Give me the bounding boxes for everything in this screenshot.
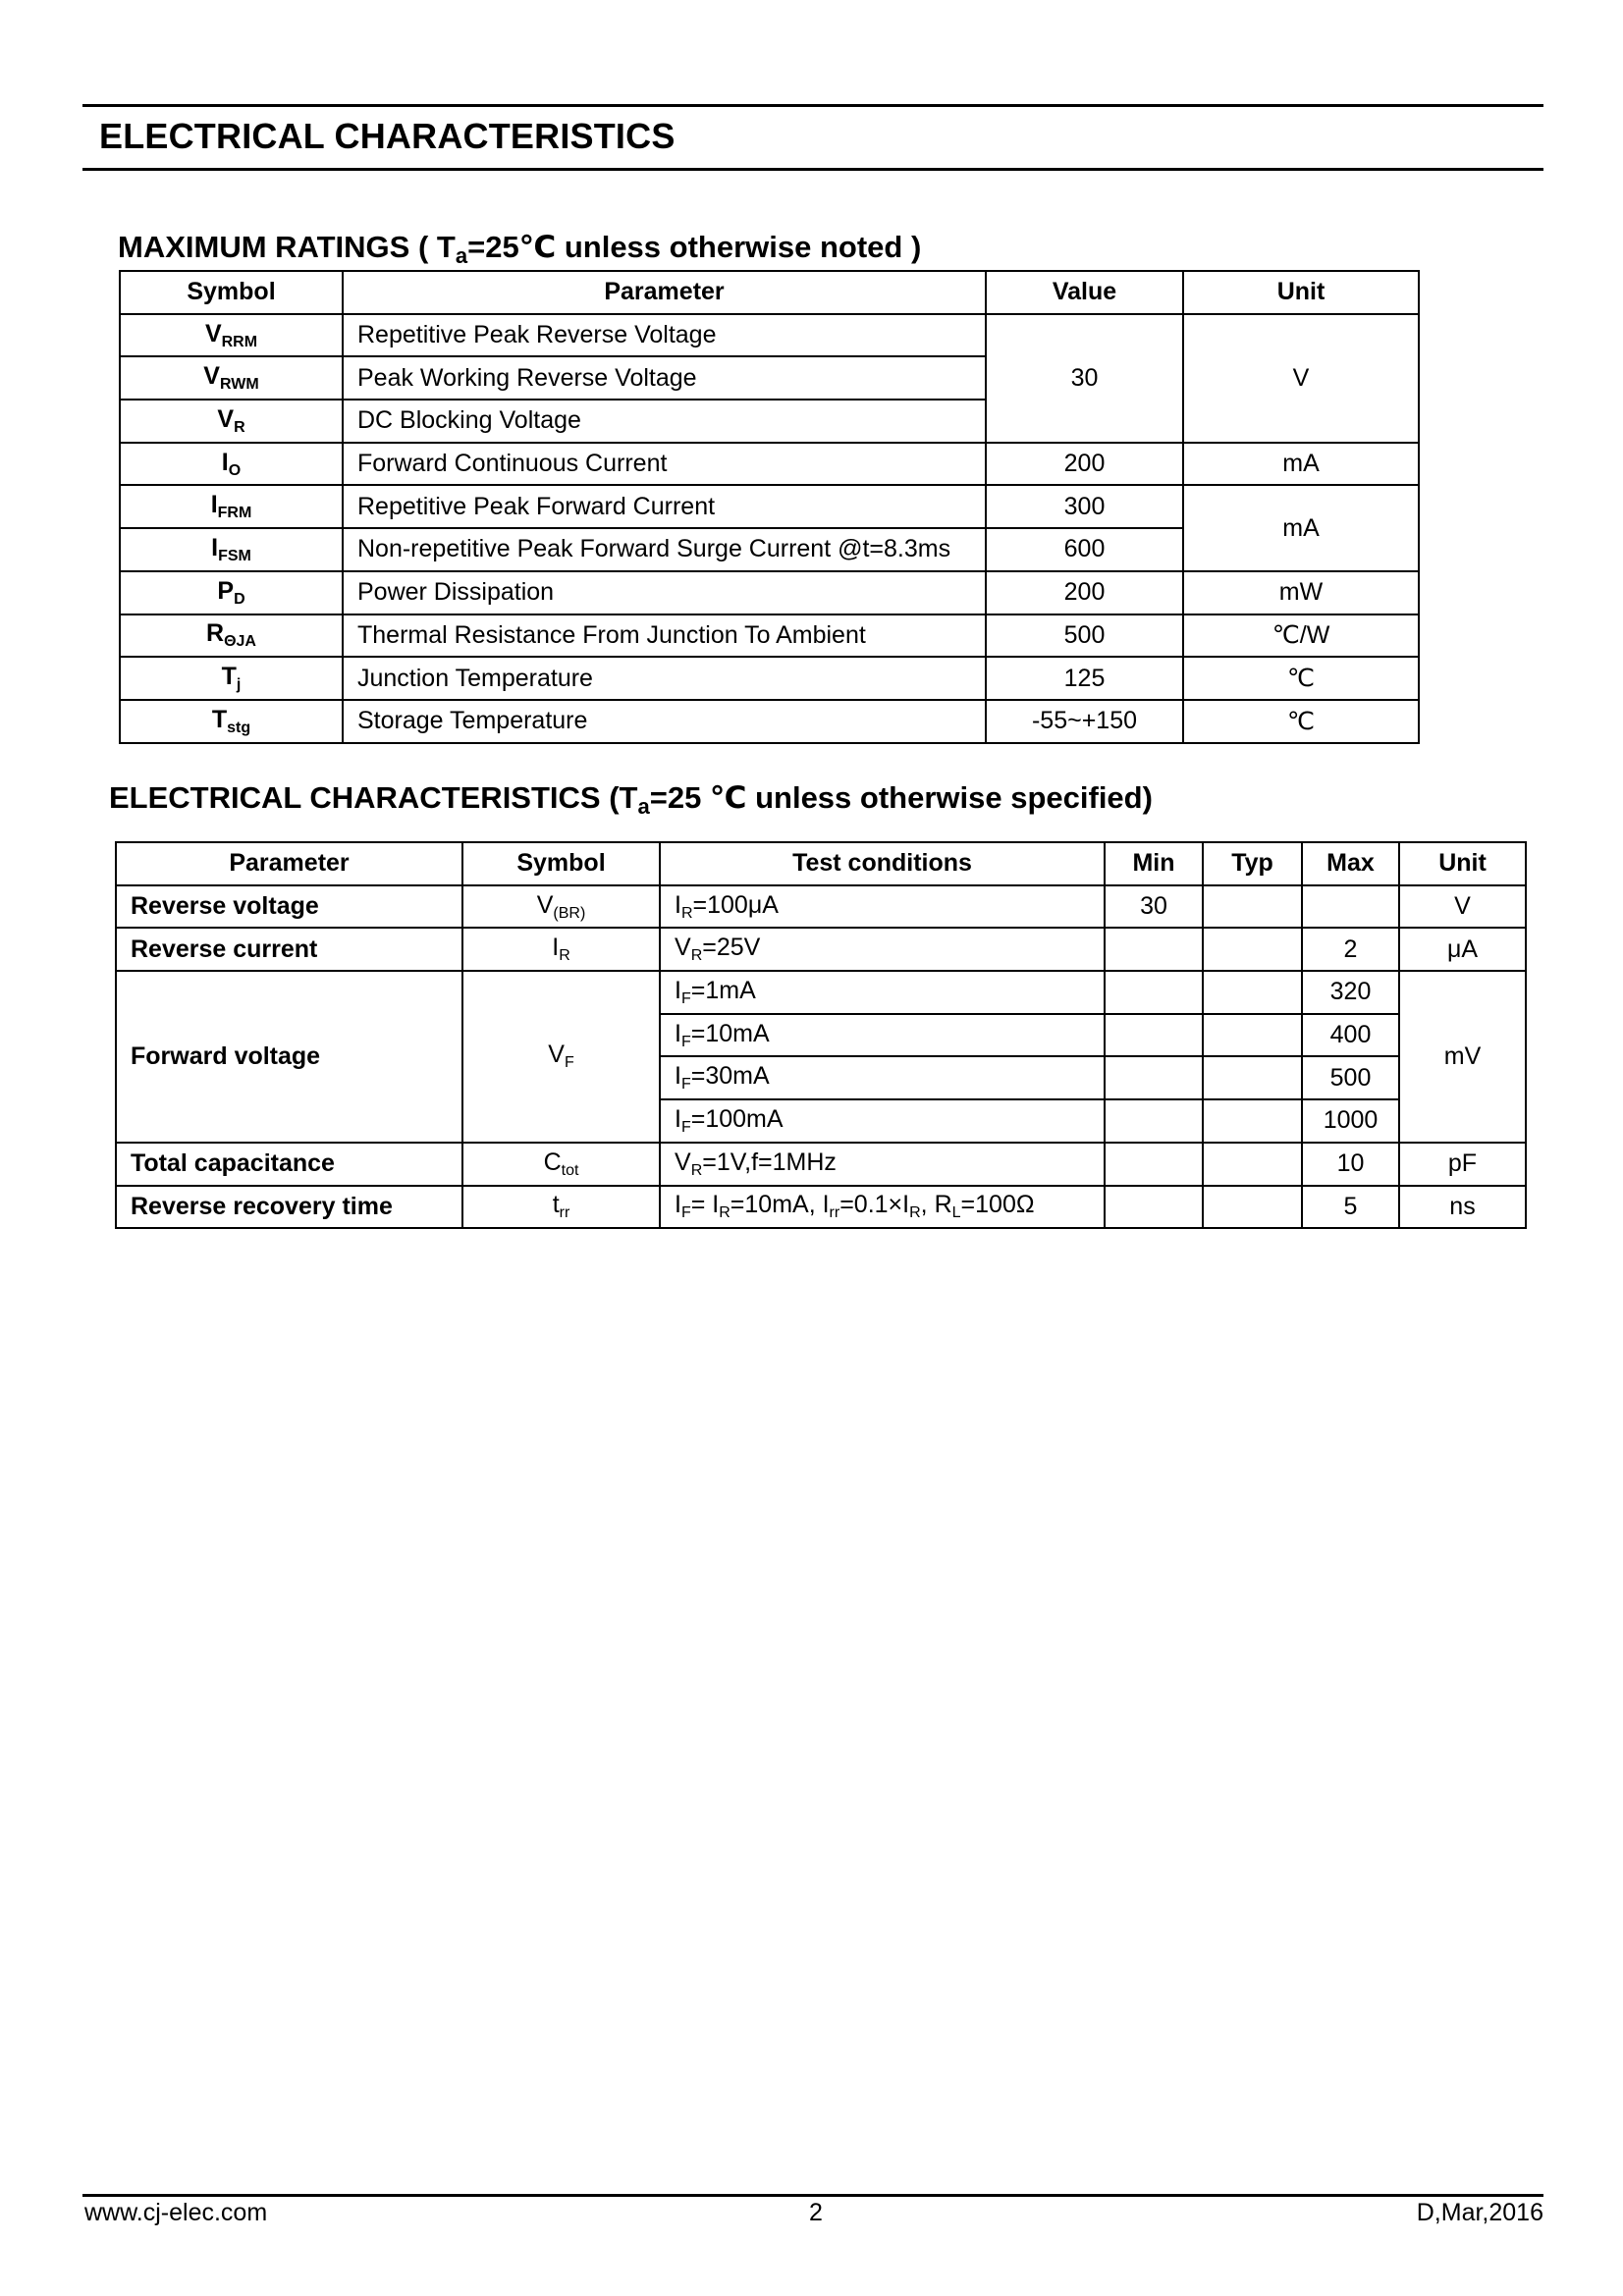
value-cell: 30 [986,314,1183,443]
table-row [116,971,1526,1014]
header-top-rule [82,104,1543,107]
symbol-cell: $V_{RWM}$ [120,356,343,400]
symbol-cell: $I_{FRM}$ [120,485,343,528]
typ-cell [1203,971,1302,1014]
header-parameter: Parameter [116,842,462,885]
footer-url: www.cj-elec.com [84,2199,268,2226]
header-bottom-rule [82,168,1543,171]
unit-cell: ℃ [1183,657,1419,700]
test-condition-cell: $V_R=25V$ [660,928,1105,971]
value-cell: 200 [986,571,1183,614]
table-row [120,571,1419,614]
parameter-cell: Reverse voltage [116,885,462,929]
parameter-cell: DC Blocking Voltage [343,400,986,443]
unit-cell: mW [1183,571,1419,614]
value-cell: 300 [986,485,1183,528]
table-row [120,657,1419,700]
min-cell [1105,1056,1203,1099]
parameter-cell: Junction Temperature [343,657,986,700]
footer-rule [82,2194,1543,2197]
footer-page-number: 2 [809,2199,823,2226]
max-cell: 320 [1302,971,1399,1014]
header-symbol: Symbol [120,271,343,314]
min-cell [1105,1014,1203,1057]
typ-cell [1203,1099,1302,1143]
unit-cell: ℃/W [1183,614,1419,658]
table-row [120,314,1419,357]
symbol-cell: $V_F$ [462,971,660,1143]
page-title: ELECTRICAL CHARACTERISTICS [99,116,676,156]
symbol-cell: $V_R$ [120,400,343,443]
typ-cell [1203,928,1302,971]
parameter-cell: Non-repetitive Peak Forward Surge Current @t=8.3ms [343,528,986,571]
symbol-cell: $V_{RRM}$ [120,314,343,357]
unit-cell: V [1399,885,1526,929]
parameter-cell: Reverse recovery time [116,1186,462,1229]
table-row [120,485,1419,528]
symbol-cell: $T_j$ [120,657,343,700]
header-unit: Unit [1399,842,1526,885]
typ-cell [1203,1014,1302,1057]
value-cell: 200 [986,443,1183,486]
header-test-conditions: Test conditions [660,842,1105,885]
table-header-row [116,842,1526,885]
table-row [116,1186,1526,1229]
footer-revision: D,Mar,2016 [1416,2199,1543,2226]
table-row [116,885,1526,929]
unit-cell: ns [1399,1186,1526,1229]
header-unit: Unit [1183,271,1419,314]
unit-cell: ℃ [1183,700,1419,743]
test-condition-cell: $I_F=30mA$ [660,1056,1105,1099]
symbol-cell: $I_R$ [462,928,660,971]
max-ratings-table [119,270,1420,744]
header-value: Value [986,271,1183,314]
test-condition-cell: $V_R=1V,f=1MHz$ [660,1143,1105,1186]
value-cell: 600 [986,528,1183,571]
typ-cell [1203,885,1302,929]
max-cell: 10 [1302,1143,1399,1186]
min-cell [1105,971,1203,1014]
symbol-cell: $I_O$ [120,443,343,486]
parameter-cell: Repetitive Peak Reverse Voltage [343,314,986,357]
parameter-cell: Storage Temperature [343,700,986,743]
max-cell: 1000 [1302,1099,1399,1143]
test-condition-cell: $I_F= I_R=10mA$, $I_{rr}=0.1\times I_R$, $R_L=100\Omega$ [660,1186,1105,1229]
parameter-cell: Thermal Resistance From Junction To Ambient [343,614,986,658]
symbol-cell: $t_{rr}$ [462,1186,660,1229]
symbol-cell: $I_{FSM}$ [120,528,343,571]
max-cell: 500 [1302,1056,1399,1099]
value-cell: 125 [986,657,1183,700]
typ-cell [1203,1056,1302,1099]
min-cell [1105,928,1203,971]
max-cell: 5 [1302,1186,1399,1229]
unit-cell: pF [1399,1143,1526,1186]
min-cell [1105,1099,1203,1143]
min-cell: 30 [1105,885,1203,929]
value-cell: 500 [986,614,1183,658]
symbol-cell: $T_{stg}$ [120,700,343,743]
header-parameter: Parameter [343,271,986,314]
test-condition-cell: $I_R=100\mu A$ [660,885,1105,929]
header-max: Max [1302,842,1399,885]
typ-cell [1203,1186,1302,1229]
symbol-cell: $R_{\Theta JA}$ [120,614,343,658]
max-cell: 400 [1302,1014,1399,1057]
min-cell [1105,1143,1203,1186]
table-row [116,1143,1526,1186]
typ-cell [1203,1143,1302,1186]
min-cell [1105,1186,1203,1229]
parameter-cell: Peak Working Reverse Voltage [343,356,986,400]
header-min: Min [1105,842,1203,885]
parameter-cell: Reverse current [116,928,462,971]
header-typ: Typ [1203,842,1302,885]
unit-cell: mA [1183,443,1419,486]
symbol-cell: $P_D$ [120,571,343,614]
table-row [116,928,1526,971]
table-row [120,614,1419,658]
max-ratings-title: MAXIMUM RATINGS ( $T_a=25℃$ unless otherwise noted ) [118,230,922,268]
parameter-cell: Forward Continuous Current [343,443,986,486]
value-cell: -55~+150 [986,700,1183,743]
parameter-cell: Repetitive Peak Forward Current [343,485,986,528]
unit-cell: mV [1399,971,1526,1143]
parameter-cell: Total capacitance [116,1143,462,1186]
table-row [120,700,1419,743]
electrical-characteristics-title: ELECTRICAL CHARACTERISTICS ($T_a=25$ ℃ unless otherwise specified) [109,780,1153,819]
parameter-cell: Power Dissipation [343,571,986,614]
test-condition-cell: $I_F=100mA$ [660,1099,1105,1143]
symbol-cell: $C_{tot}$ [462,1143,660,1186]
test-condition-cell: $I_F=10mA$ [660,1014,1105,1057]
unit-cell: V [1183,314,1419,443]
max-cell [1302,885,1399,929]
table-row [120,443,1419,486]
unit-cell: mA [1183,485,1419,570]
symbol-cell: $V_{(BR)}$ [462,885,660,929]
max-cell: 2 [1302,928,1399,971]
parameter-cell: Forward voltage [116,971,462,1143]
test-condition-cell: $I_F=1mA$ [660,971,1105,1014]
table-header-row [120,271,1419,314]
unit-cell: μA [1399,928,1526,971]
electrical-characteristics-table [115,841,1527,1229]
header-symbol: Symbol [462,842,660,885]
